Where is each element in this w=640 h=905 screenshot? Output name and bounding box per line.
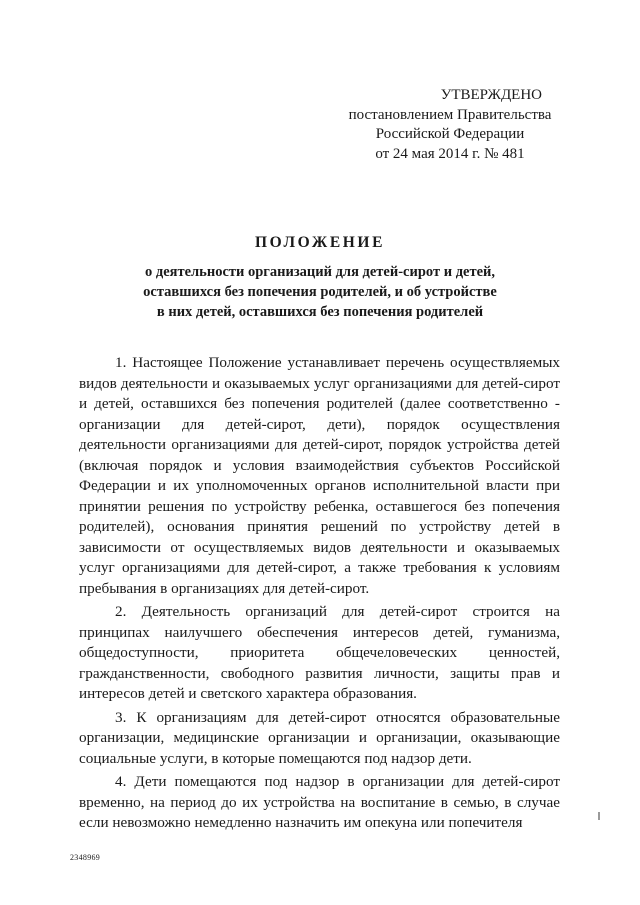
scan-speck xyxy=(598,812,600,820)
paragraph-2: 2. Деятельность организаций для детей-сирот строится на принципах наилучшего обеспечения интересов детей, гуманизма, общедоступности, приоритета общечеловеческих ценностей, гражданственности, свободного развития личности, защиты прав и интересов детей и светского характера образования. xyxy=(79,603,560,702)
approval-line-3: от 24 мая 2014 г. № 481 xyxy=(375,145,525,162)
approval-line-1: постановлением Правительства xyxy=(348,106,552,123)
document-title: ПОЛОЖЕНИЕ xyxy=(254,234,386,251)
subtitle-line-2: оставшихся без попечения родителей, и об устройстве xyxy=(143,284,497,300)
paragraph-4: 4. Дети помещаются под надзор в организации для детей-сирот временно, на период до их устройства на воспитание в семью, в случае если невозможно немедленно назначить им опекуна или попечителя xyxy=(79,773,560,831)
document-id: 2348969 xyxy=(70,853,101,862)
paragraph-3: 3. К организациям для детей-сирот относятся образовательные организации, медицинские организации и организации, оказывающие социальные услуги, в которые помещаются под надзор дети. xyxy=(79,708,560,767)
document-body xyxy=(79,353,560,837)
approval-heading: УТВЕРЖДЕНО xyxy=(440,87,542,103)
subtitle-line-1: о деятельности организаций для детей-сирот и детей, xyxy=(144,264,496,280)
approval-line-2: Российской Федерации xyxy=(375,126,525,142)
document-subtitle xyxy=(80,262,560,322)
approval-block xyxy=(330,86,570,164)
subtitle-line-3: в них детей, оставшихся без попечения родителей xyxy=(156,304,484,320)
paragraph-1: 1. Настоящее Положение устанавливает перечень осуществляемых видов деятельности и оказываемых услуг организациями для детей-сирот и детей, оставшихся без попечения родителей (далее соответственно - организации для детей-сирот, дети), порядок осуществления деятельности организациями для детей-сирот, порядок устройства детей (включая порядок и условия взаимодействия субъектов Российской Федерации и их уполномоченных органов исполнительной власти при принятии решения по устройству ребенка, оставшегося без попечения родителей), основания принятия решений по устройству детей в зависимости от осуществляемых видов деятельности и оказываемых услуг организациями для детей-сирот, а также требования к условиям пребывания в организациях для детей-сирот. xyxy=(79,354,560,597)
